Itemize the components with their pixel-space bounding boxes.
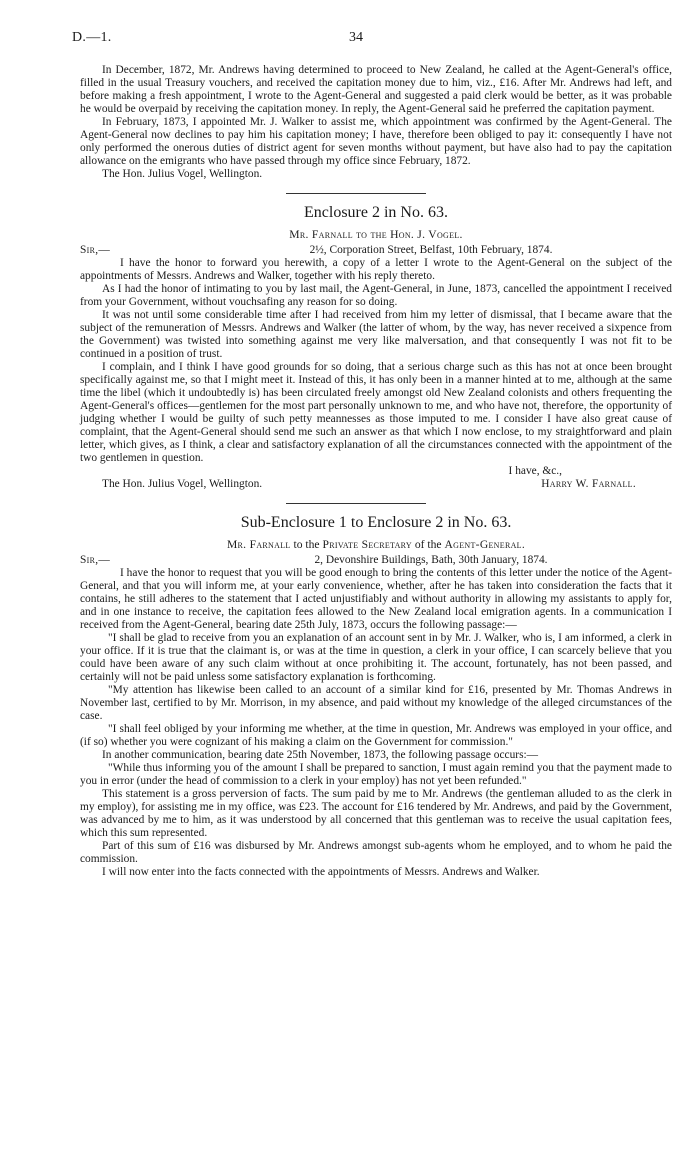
subenclosure-subtitle: Mr. Farnall to the Private Secretary of the Agent-General. (226, 538, 526, 551)
page-header (40, 0, 672, 64)
paragraph: In another communication, bearing date 25th November, 1873, the following passage occurs:— (102, 749, 539, 761)
sender-address: 2½, Corporation Street, Belfast, 10th February, 1874. (309, 244, 553, 256)
subenclosure-title: Sub-Enclosure 1 to Enclosure 2 in No. 63. (240, 514, 512, 531)
quoted-paragraph: "While thus informing you of the amount I shall be prepared to sanction, I must again remind you that the payment made to you in error (under the head of commission to a clerk in your employ) has not yet been refunded." (80, 762, 672, 787)
paragraph: It was not until some considerable time after I had received from him my letter of dismissal, that I became aware that the subject of the remuneration of Messrs. Andrews and Walker (the latter of whom, by the way, has never received a sixpence from the Government) was twisted into something against me very like malversation, and that consequently I was not fit to be continued in a position of trust. (80, 309, 672, 360)
enclosure-subtitle: Mr. Farnall to the Hon. J. Vogel. (289, 228, 463, 241)
paragraph: I will now enter into the facts connected with the appointments of Messrs. Andrews and Walker. (102, 866, 540, 878)
subenclosure-section (40, 514, 672, 879)
paragraph: In February, 1873, I appointed Mr. J. Walker to assist me, which appointment was confirmed by the Agent-General. The Agent-General now declines to pay him his capitation money; I have, therefore been obliged to pay it: consequently I have not only performed the onerous duties of district agent for seven months without payment, but have also had to pay the capitation allowance on the emigrants who have passed through my office since February, 1872. (80, 116, 672, 167)
paragraph: As I had the honor of intimating to you by last mail, the Agent-General, in June, 1873, cancelled the appointment I received from your Government, without vouchsafing any reason for so doing. (80, 283, 672, 308)
enclosure-section (40, 204, 672, 491)
quoted-paragraph: "I shall feel obliged by your informing me whether, at the time in question, Mr. Andrews was employed in your office, and (if so) whether you were cognizant of his making a claim on the Government for commission." (80, 723, 672, 748)
enclosure-title: Enclosure 2 in No. 63. (304, 204, 448, 221)
signature: Harry W. Farnall. (541, 478, 636, 490)
sender-address: 2, Devonshire Buildings, Bath, 30th January, 1874. (314, 554, 548, 566)
quoted-paragraph: "I shall be glad to receive from you an explanation of an account sent in by Mr. J. Walker, who is, I am informed, a clerk in your office. If it is true that the claimant is, or was at the time in question, a clerk in your office, I can scarcely believe that you could have been aware of any such claim without at once prohibiting it. The account, fortunately, has not been passed, and certainly will not be paid unless some satisfactory explanation is forthcoming. (80, 632, 672, 683)
paragraph: I have the honor to forward you herewith, a copy of a letter I wrote to the Agent-General on the subject of the appointments of Messrs. Andrews and Walker, together with his reply thereto. (80, 257, 672, 282)
paragraph: In December, 1872, Mr. Andrews having determined to proceed to New Zealand, he called at the Agent-General's office, filled in the usual Treasury vouchers, and received the capitation money due to him, viz., £16. After Mr. Andrews had left, and before making a fresh appointment, I wrote to the Agent-General and suggested a paid clerk would be better, as it was probable he would be overpaid by receiving the capitation money. In reply, the Agent-General said he preferred the capitation payment. (80, 64, 672, 115)
paragraph: Part of this sum of £16 was disbursed by Mr. Andrews amongst sub-agents whom he employed, and to whom he paid the commission. (80, 840, 672, 865)
paragraph: I complain, and I think I have good grounds for so doing, that a serious charge such as this has not at once been brought specifically against me, so that I might meet it. Instead of this, it has only been in a manner hinted at to me, although at the same time the libel (which it undoubtedly is) has been circulated freely amongst old New Zealand colonists and others frequenting the Agent-General's offices—gentlemen for the most part personally unknown to me, and who have not, therefore, the opportunity of judging whether I would be guilty of such petty meannesses as those imputed to me. I consider I have also great cause of complaint, that the Agent-General should send me such an answer as that which I now enclose, to my straightforward and plain letter, which gives, as I think, a clear and satisfactory explanation of all the circumstances connected with the appointment of the two gentlemen in question. (80, 361, 672, 464)
salutation-line (80, 554, 672, 567)
quoted-paragraph: "My attention has likewise been called to an account of a similar kind for £16, presented by Mr. Thomas Andrews in November last, certified to by Mr. Morrison, in my absence, and paid without my knowledge of the alleged circumstances of the case. (80, 684, 672, 722)
addressee: The Hon. Julius Vogel, Wellington. (102, 168, 263, 180)
salutation-line (80, 244, 672, 257)
salutation: Sir,— (80, 244, 111, 256)
section-divider (286, 193, 426, 194)
paragraph: This statement is a gross perversion of facts. The sum paid by me to Mr. Andrews (the gentleman alluded to as the clerk in my employ), for assisting me in my office, was £23. The account for £16 tendered by Mr. Andrews, and paid by the Government, was advanced by me to him, as it was understood by all concerned that this gentleman was to receive the usual capitation fees, which this sum represented. (80, 788, 672, 839)
closing: I have, &c., (508, 465, 562, 477)
addressee: The Hon. Julius Vogel, Wellington. (102, 478, 263, 490)
document-code: D.—1. (72, 30, 112, 45)
section-divider (286, 503, 426, 504)
letter-section (40, 64, 672, 181)
signature-row (80, 478, 672, 491)
salutation: Sir,— (80, 554, 111, 566)
page-number: 34 (349, 30, 363, 45)
paragraph: I have the honor to request that you will be good enough to bring the contents of this letter under the notice of the Agent-General, and that you will inform me, at your early convenience, whether, after he has taken into consideration the facts that it contains, he still adheres to the statement that I acted unjustifiably and without authority in allowing my assistants to apply for, and in one instance to receive, the capitation fees allowed to the New Zealand local emigration agents. In a communication I received from the Agent-General, bearing date 25th July, 1873, occurs the following passage:— (80, 567, 672, 631)
